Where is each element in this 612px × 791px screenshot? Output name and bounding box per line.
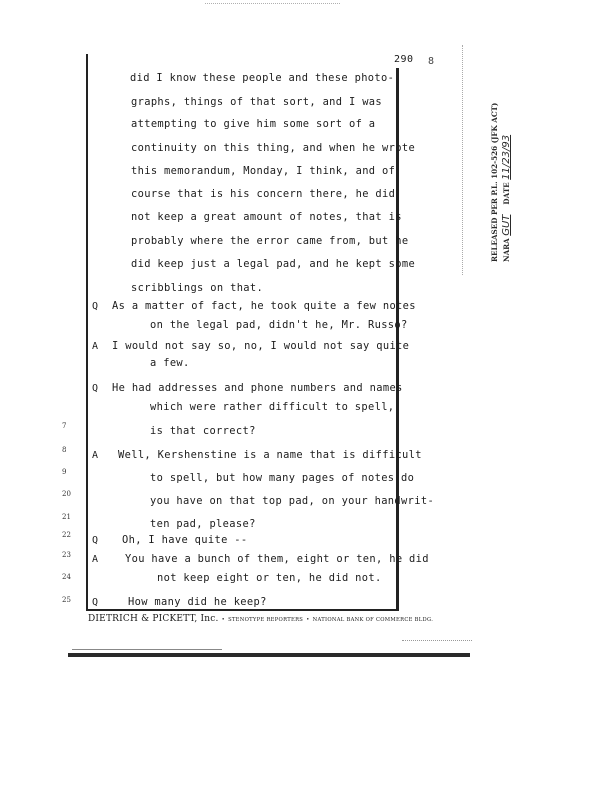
reporter-footer: [88, 614, 434, 624]
speaker-label: A: [92, 450, 99, 461]
corner-mark: 8: [428, 56, 435, 67]
speaker-label: Q: [92, 597, 99, 608]
scan-artifact: [72, 649, 222, 650]
line-number: 8: [62, 446, 67, 454]
line-number: 23: [62, 551, 71, 559]
transcript-line: graphs, things of that sort, and I was: [131, 96, 383, 108]
release-stamp-line: RELEASED PER P.L. 102-526 (JFK ACT): [490, 102, 499, 262]
speaker-label: Q: [92, 301, 99, 312]
transcript-line: attempting to give him some sort of a: [131, 118, 376, 130]
transcript-line: He had addresses and phone numbers and names: [112, 382, 403, 394]
release-stamp: [489, 47, 513, 262]
scan-edge-bar: [68, 653, 470, 657]
scan-artifact: [462, 45, 471, 275]
transcript-line: course that is his concern there, he did: [131, 188, 396, 200]
transcript-line: How many did he keep?: [128, 596, 267, 608]
date-label: DATE: [502, 182, 511, 205]
scan-artifact: [402, 640, 472, 651]
date-value: 11/23/93: [501, 134, 512, 180]
transcript-line: you have on that top pad, on your handwrit-: [150, 495, 435, 507]
transcript-line: which were rather difficult to spell,: [150, 401, 395, 413]
transcript-line: As a matter of fact, he took quite a few notes: [112, 300, 416, 312]
transcript-line: continuity on this thing, and when he wrote: [131, 142, 416, 154]
footer-separator: •: [221, 617, 225, 623]
nara-label: NARA: [502, 238, 511, 262]
line-number: 25: [62, 596, 71, 604]
line-number: 24: [62, 573, 71, 581]
page-border-left: [86, 54, 88, 611]
scan-artifact: [205, 3, 340, 8]
transcript-line: not keep a great amount of notes, that is: [131, 211, 402, 223]
page-border-bottom: [86, 609, 399, 611]
transcript-line: did I know these people and these photo-: [130, 72, 395, 84]
release-stamp-nara: [501, 47, 513, 262]
transcript-line: this memorandum, Monday, I think, and of: [131, 165, 396, 177]
speaker-label: Q: [92, 535, 99, 546]
line-number: 21: [62, 513, 71, 521]
transcript-line: probably where the error came from, but he: [131, 235, 409, 247]
footer-separator: •: [306, 617, 310, 623]
transcript-line: You have a bunch of them, eight or ten, he did: [125, 553, 429, 565]
line-number: 7: [62, 422, 67, 430]
speaker-label: A: [92, 341, 99, 352]
firm-name: DIETRICH & PICKETT, Inc.: [88, 614, 219, 624]
line-number: 9: [62, 468, 67, 476]
transcript-line: I would not say so, no, I would not say quite: [112, 340, 410, 352]
footer-building: NATIONAL BANK OF COMMERCE BLDG.: [312, 617, 434, 623]
transcript-line: a few.: [150, 357, 190, 369]
speaker-label: Q: [92, 383, 99, 394]
transcript-line: Well, Kershenstine is a name that is difficult: [118, 449, 422, 461]
transcript-line: ten pad, please?: [150, 518, 256, 530]
speaker-label: A: [92, 554, 99, 565]
transcript-line: on the legal pad, didn't he, Mr. Russo?: [150, 319, 408, 331]
line-number: 20: [62, 490, 71, 498]
transcript-line: scribblings on that.: [131, 282, 264, 294]
transcript-line: not keep eight or ten, he did not.: [157, 572, 382, 584]
footer-reporters: STENOTYPE REPORTERS: [228, 617, 304, 623]
transcript-line: Oh, I have quite --: [122, 534, 248, 546]
line-number: 22: [62, 531, 71, 539]
transcript-line: to spell, but how many pages of notes do: [150, 472, 415, 484]
transcript-line: is that correct?: [150, 425, 256, 437]
nara-signature: GUT: [501, 214, 512, 236]
transcript-line: did keep just a legal pad, and he kept some: [131, 258, 416, 270]
page-number: 290: [394, 54, 414, 65]
